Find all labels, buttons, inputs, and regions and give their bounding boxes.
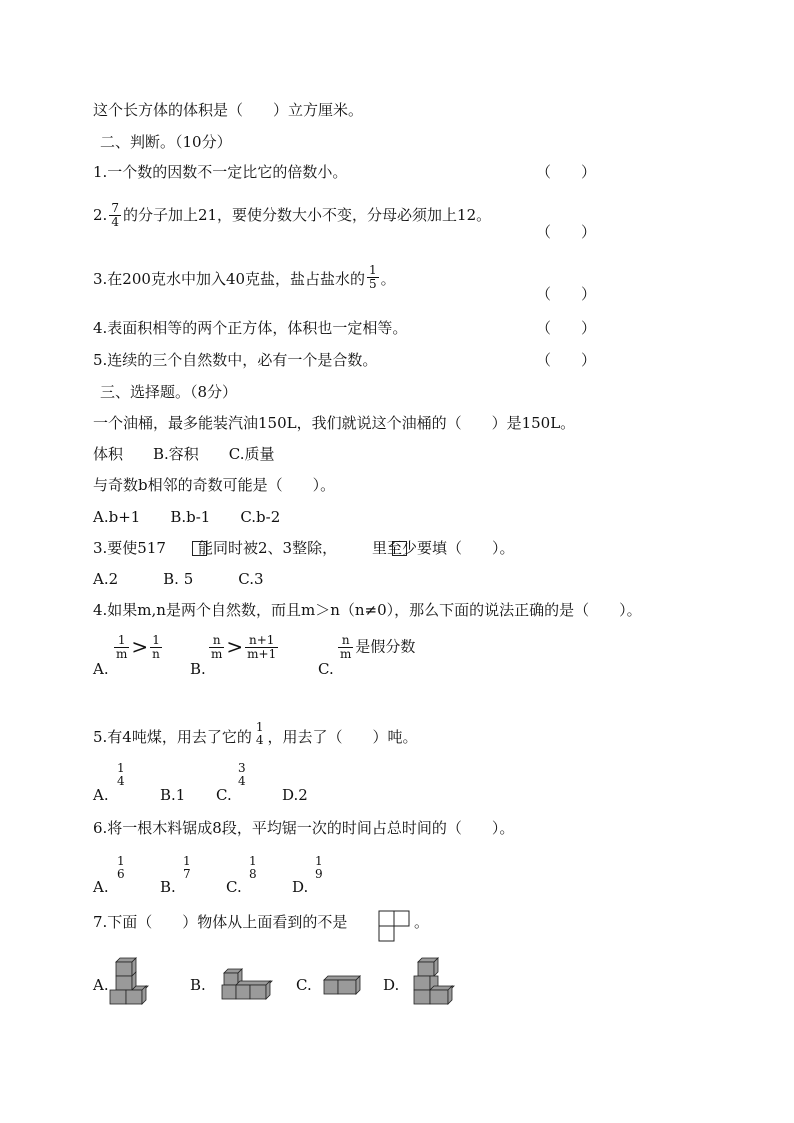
choice-4-B-label: B. — [190, 660, 206, 678]
choice-6-C-frac — [245, 855, 261, 881]
choice-4-A-label: A. — [93, 660, 109, 678]
numerator: 1 — [152, 633, 160, 647]
denominator: m — [211, 647, 223, 661]
judge-3-text: 3.在200克水中加入40克盐，盐占盐水的 — [93, 270, 366, 288]
choice-5-A-frac — [113, 762, 129, 788]
choice-7-end: 。 — [414, 913, 430, 931]
judge-1-paren: （ ） — [536, 163, 597, 181]
judge-2-text: 的分子加上21，要使分数大小不变，分母必须加上12。 — [122, 206, 492, 224]
choice-3-options: A.2 B. 5 C.3 — [93, 570, 264, 588]
judge-2-num: 2. — [93, 206, 108, 224]
choice-6-A: A. — [93, 878, 109, 896]
denominator: m — [340, 647, 352, 661]
choice-5-D: D.2 — [282, 786, 308, 804]
judge-4: 4.表面积相等的两个正方体，体积也一定相等。 — [93, 319, 408, 337]
fraction-3-4: 3 4 — [238, 761, 246, 788]
numerator: n — [341, 633, 350, 647]
denominator: 5 — [369, 277, 377, 291]
judge-3 — [93, 264, 396, 291]
choice-2-options: A.b+1 B.b-1 C.b-2 — [93, 508, 281, 526]
fraction-n-m — [209, 634, 224, 661]
choice-5-end: ，用去了（ ）吨。 — [267, 728, 418, 746]
fraction-1-n — [150, 634, 162, 661]
choice-5-C-frac — [234, 762, 250, 788]
choice-6-B: B. — [160, 878, 176, 896]
fraction-1-9: 1 9 — [315, 854, 323, 881]
choice-5-B: B.1 — [160, 786, 186, 804]
fraction-7-4 — [109, 202, 121, 229]
choice-4-A-expr — [112, 634, 164, 661]
choice-4: 4.如果m,n是两个自然数，而且m＞n（n≠0），那么下面的说法正确的是（ ）。 — [93, 601, 642, 619]
numerator: 1 — [117, 633, 126, 647]
choice-5-text: 5.有4吨煤，用去了它的 — [93, 728, 252, 746]
choice-6-B-frac — [179, 855, 195, 881]
fraction-1-5 — [367, 264, 379, 291]
judge-5-paren: （ ） — [536, 351, 597, 369]
judge-4-paren: （ ） — [536, 319, 597, 337]
choice-6: 6.将一根木料锯成8段，平均锯一次的时间占总时间的（ ）。 — [93, 819, 515, 837]
numerator: 1 — [369, 263, 377, 277]
judge-2-paren: （ ） — [536, 223, 597, 241]
cube-stack-a-icon — [108, 955, 152, 1007]
choice-6-C: C. — [226, 878, 242, 896]
fraction-1-4 — [254, 721, 266, 747]
choice-7-B-label: B. — [190, 976, 206, 994]
choice-4-C-expr — [336, 634, 415, 661]
improper-fraction-text: 是假分数 — [355, 637, 416, 656]
cube-stack-c-icon — [320, 972, 366, 998]
judge-1: 1.一个数的因数不一定比它的倍数小。 — [93, 163, 348, 181]
judge-3-end: 。 — [380, 270, 396, 288]
fraction-n-m — [338, 634, 353, 661]
choice-4-C-label: C. — [318, 660, 334, 678]
choice-1-options: 体积 B.容积 C.质量 — [93, 445, 275, 463]
greater-sign: > — [131, 634, 149, 659]
denominator: m+1 — [247, 647, 277, 661]
denominator: 4 — [111, 215, 119, 229]
numerator: n — [212, 633, 221, 647]
choice-6-D-frac — [311, 855, 327, 881]
section-2-title: 二、判断。（10分） — [100, 133, 232, 151]
section-3-title: 三、选择题。（8分） — [100, 383, 238, 401]
choice-3-b: 能同时被2、3整除， — [198, 539, 338, 557]
denominator: 4 — [255, 733, 264, 747]
judge-5: 5.连续的三个自然数中，必有一个是合数。 — [93, 351, 378, 369]
judge-2 — [93, 202, 491, 229]
fraction-1-m — [114, 634, 129, 661]
greater-sign: > — [226, 634, 244, 659]
denominator: n — [152, 647, 160, 661]
cube-stack-b-icon — [218, 967, 276, 1003]
fraction-n1-m1 — [245, 634, 278, 661]
choice-4-B-expr — [207, 634, 280, 661]
choice-7-A-label: A. — [93, 976, 109, 994]
choice-7-D-label: D. — [383, 976, 400, 994]
choice-2: 与奇数b相邻的奇数可能是（ ）。 — [93, 476, 336, 494]
numerator: 1 — [255, 720, 264, 734]
fraction-1-8: 1 8 — [249, 854, 257, 881]
choice-6-D: D. — [292, 878, 309, 896]
numerator: 7 — [111, 201, 119, 215]
top-view-shape-icon — [378, 910, 412, 944]
cube-stack-d-icon — [410, 955, 458, 1007]
choice-1: 一个油桶，最多能装汽油150L，我们就说这个油桶的（ ）是150L。 — [93, 414, 576, 432]
choice-3-a: 3.要使517 — [93, 539, 166, 557]
choice-5 — [93, 721, 418, 747]
choice-5-C: C. — [216, 786, 232, 804]
numerator: n+1 — [248, 633, 275, 647]
denominator: m — [116, 647, 128, 661]
choice-3-c: 里至少要填（ ）。 — [372, 539, 515, 557]
judge-3-paren: （ ） — [536, 285, 597, 303]
choice-5-A: A. — [93, 786, 109, 804]
fraction-1-7: 1 7 — [183, 854, 191, 881]
choice-7-C-label: C. — [296, 976, 312, 994]
choice-6-A-frac — [113, 855, 129, 881]
fraction-1-4: 1 4 — [117, 761, 125, 788]
volume-question: 这个长方体的体积是（ ）立方厘米。 — [93, 101, 364, 119]
fraction-1-6: 1 6 — [117, 854, 125, 881]
choice-7-text: 7.下面（ ）物体从上面看到的不是 — [93, 913, 348, 931]
